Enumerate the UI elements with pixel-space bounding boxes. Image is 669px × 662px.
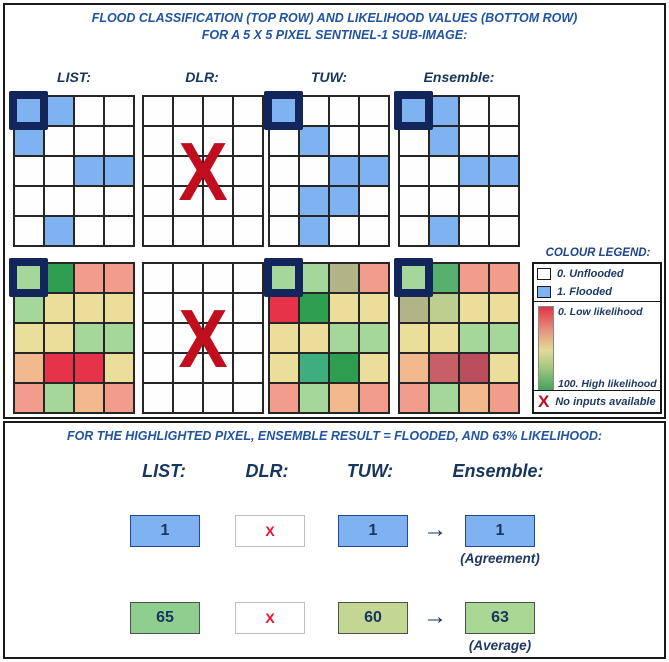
figure-title-line2: FOR A 5 X 5 PIXEL SENTINEL-1 SUB-IMAGE: bbox=[201, 28, 468, 42]
grid-cell bbox=[45, 97, 73, 125]
likelihood-gradient-bar bbox=[538, 306, 554, 391]
grid-cell bbox=[330, 264, 358, 292]
grid-cell bbox=[430, 384, 458, 412]
grid-dlr-classification bbox=[142, 95, 264, 247]
grid-cell bbox=[490, 384, 518, 412]
grid-cell bbox=[45, 324, 73, 352]
low-likelihood-label: 0. Low likelihood bbox=[558, 306, 643, 318]
grid-cell bbox=[430, 264, 458, 292]
highlighted-pixel-frame bbox=[394, 91, 433, 130]
grid-cell bbox=[430, 217, 458, 245]
grid-cell bbox=[330, 384, 358, 412]
grid-cell bbox=[75, 217, 103, 245]
top-panel bbox=[3, 3, 666, 419]
result-label-dlr: DLR: bbox=[245, 461, 289, 481]
grid-cell bbox=[460, 217, 488, 245]
no-inputs-x-icon: X bbox=[538, 392, 550, 411]
no-inputs-label: No inputs available bbox=[555, 395, 656, 408]
grid-cell bbox=[330, 354, 358, 382]
list-likelihood-value: 65 bbox=[130, 602, 200, 634]
list-classification-value: 1 bbox=[130, 515, 200, 547]
grid-cell bbox=[490, 324, 518, 352]
grid-cell bbox=[430, 157, 458, 185]
grid-cell bbox=[270, 127, 298, 155]
grid-cell bbox=[300, 324, 328, 352]
grid-cell bbox=[430, 187, 458, 215]
grid-cell bbox=[360, 187, 388, 215]
grid-cell bbox=[400, 294, 428, 322]
grid-cell bbox=[330, 217, 358, 245]
grid-cell bbox=[105, 157, 133, 185]
grid-cell bbox=[460, 127, 488, 155]
grid-cell bbox=[15, 324, 43, 352]
grid-cell bbox=[330, 127, 358, 155]
grid-cell bbox=[360, 217, 388, 245]
flooded-swatch bbox=[537, 286, 551, 298]
grid-cell bbox=[400, 217, 428, 245]
grid-cell bbox=[460, 324, 488, 352]
grid-cell bbox=[460, 294, 488, 322]
dlr-classification-value: X bbox=[235, 515, 305, 547]
grid-cell bbox=[75, 97, 103, 125]
grid-cell bbox=[400, 324, 428, 352]
highlighted-pixel-frame bbox=[9, 91, 48, 130]
grid-cell bbox=[105, 294, 133, 322]
grid-cell bbox=[270, 324, 298, 352]
grid-cell bbox=[45, 217, 73, 245]
grid-cell bbox=[270, 384, 298, 412]
grid-cell bbox=[460, 354, 488, 382]
grid-cell bbox=[330, 294, 358, 322]
arrow-icon: → bbox=[423, 603, 447, 630]
grid-cell bbox=[360, 97, 388, 125]
grid-cell bbox=[430, 127, 458, 155]
no-data-x-icon: X bbox=[178, 124, 228, 218]
grid-cell bbox=[300, 354, 328, 382]
grid-cell bbox=[45, 127, 73, 155]
grid-cell bbox=[15, 127, 43, 155]
grid-cell bbox=[400, 127, 428, 155]
grid-cell bbox=[490, 187, 518, 215]
grid-cell bbox=[360, 264, 388, 292]
grid-cell bbox=[15, 384, 43, 412]
grid-cell bbox=[270, 217, 298, 245]
grid-tuw-likelihood bbox=[268, 262, 390, 414]
grid-cell bbox=[15, 187, 43, 215]
grid-cell bbox=[460, 157, 488, 185]
grid-cell bbox=[360, 384, 388, 412]
grid-tuw-classification bbox=[268, 95, 390, 247]
grid-cell bbox=[330, 324, 358, 352]
grid-cell bbox=[400, 157, 428, 185]
grid-cell bbox=[270, 294, 298, 322]
grid-cell bbox=[330, 187, 358, 215]
grid-cell bbox=[105, 324, 133, 352]
grid-cell bbox=[330, 97, 358, 125]
grid-cell bbox=[45, 294, 73, 322]
grid-cell bbox=[270, 187, 298, 215]
ensemble-classification-value: 1 bbox=[465, 515, 535, 547]
grid-cell bbox=[105, 187, 133, 215]
grid-cell bbox=[400, 384, 428, 412]
grid-cell bbox=[300, 127, 328, 155]
grid-cell bbox=[430, 354, 458, 382]
grid-cell bbox=[460, 187, 488, 215]
grid-cell bbox=[15, 354, 43, 382]
arrow-icon: → bbox=[423, 516, 447, 543]
legend-title: COLOUR LEGEND: bbox=[545, 247, 651, 259]
average-note: (Average) bbox=[468, 638, 532, 653]
grid-cell bbox=[15, 157, 43, 185]
tuw-classification-value: 1 bbox=[338, 515, 408, 547]
grid-cell bbox=[460, 264, 488, 292]
high-likelihood-label: 100. High likelihood bbox=[558, 378, 657, 390]
ensemble-likelihood-value: 63 bbox=[465, 602, 535, 634]
grid-cell bbox=[75, 187, 103, 215]
grid-cell bbox=[45, 384, 73, 412]
bottom-header: FOR THE HIGHLIGHTED PIXEL, ENSEMBLE RESULT = FLOODED, AND 63% LIKELIHOOD: bbox=[66, 429, 603, 443]
column-label-dlr: DLR: bbox=[185, 69, 219, 85]
grid-cell bbox=[490, 217, 518, 245]
grid-cell bbox=[75, 264, 103, 292]
tuw-likelihood-value: 60 bbox=[338, 602, 408, 634]
result-label-list: LIST: bbox=[142, 461, 186, 481]
grid-cell bbox=[45, 264, 73, 292]
grid-cell bbox=[270, 157, 298, 185]
result-label-tuw: TUW: bbox=[346, 461, 394, 481]
highlighted-pixel-frame bbox=[394, 258, 433, 297]
grid-cell bbox=[300, 157, 328, 185]
grid-cell bbox=[75, 127, 103, 155]
grid-cell bbox=[490, 264, 518, 292]
grid-cell bbox=[75, 384, 103, 412]
agreement-note: (Agreement) bbox=[460, 551, 540, 566]
grid-cell bbox=[360, 324, 388, 352]
highlighted-pixel-frame bbox=[264, 258, 303, 297]
grid-cell bbox=[105, 354, 133, 382]
grid-list-likelihood bbox=[13, 262, 135, 414]
grid-cell bbox=[75, 157, 103, 185]
grid-cell bbox=[300, 264, 328, 292]
legend-classification-section bbox=[534, 266, 660, 300]
grid-cell bbox=[360, 127, 388, 155]
grid-cell bbox=[460, 384, 488, 412]
grid-cell bbox=[15, 217, 43, 245]
grid-ensemble-likelihood bbox=[398, 262, 520, 414]
grid-cell bbox=[75, 294, 103, 322]
legend-no-inputs-section bbox=[534, 390, 660, 412]
result-label-ensemble: Ensemble: bbox=[452, 461, 544, 481]
grid-cell bbox=[15, 294, 43, 322]
bottom-panel bbox=[3, 421, 666, 659]
figure-title-line1: FLOOD CLASSIFICATION (TOP ROW) AND LIKELIHOOD VALUES (BOTTOM ROW) bbox=[91, 11, 578, 25]
grid-cell bbox=[490, 97, 518, 125]
grid-cell bbox=[490, 354, 518, 382]
grid-cell bbox=[75, 324, 103, 352]
grid-cell bbox=[300, 294, 328, 322]
colour-legend bbox=[532, 262, 662, 414]
grid-cell bbox=[400, 354, 428, 382]
legend-item-flooded bbox=[537, 284, 660, 300]
grid-cell bbox=[430, 324, 458, 352]
grid-cell bbox=[360, 157, 388, 185]
dlr-likelihood-value: X bbox=[235, 602, 305, 634]
grid-cell bbox=[105, 264, 133, 292]
highlighted-pixel-frame bbox=[264, 91, 303, 130]
grid-cell bbox=[45, 354, 73, 382]
grid-cell bbox=[300, 217, 328, 245]
grid-cell bbox=[45, 157, 73, 185]
grid-cell bbox=[490, 294, 518, 322]
grid-cell bbox=[105, 384, 133, 412]
grid-ensemble-classification bbox=[398, 95, 520, 247]
grid-cell bbox=[430, 97, 458, 125]
grid-cell bbox=[75, 354, 103, 382]
grid-cell bbox=[360, 294, 388, 322]
grid-cell bbox=[490, 127, 518, 155]
grid-cell bbox=[400, 187, 428, 215]
grid-cell bbox=[300, 187, 328, 215]
grid-cell bbox=[360, 354, 388, 382]
grid-cell bbox=[45, 187, 73, 215]
grid-cell bbox=[105, 217, 133, 245]
column-label-tuw: TUW: bbox=[310, 69, 348, 85]
no-data-x-icon: X bbox=[178, 291, 228, 385]
highlighted-pixel-frame bbox=[9, 258, 48, 297]
flooded-label: 1. Flooded bbox=[557, 286, 612, 298]
grid-cell bbox=[330, 157, 358, 185]
grid-cell bbox=[105, 97, 133, 125]
unflooded-label: 0. Unflooded bbox=[557, 268, 624, 280]
grid-cell bbox=[490, 157, 518, 185]
unflooded-swatch bbox=[537, 268, 551, 280]
grid-dlr-likelihood bbox=[142, 262, 264, 414]
legend-likelihood-section bbox=[534, 301, 660, 393]
column-label-list: LIST: bbox=[57, 69, 91, 85]
grid-cell bbox=[300, 97, 328, 125]
grid-cell bbox=[270, 354, 298, 382]
grid-cell bbox=[430, 294, 458, 322]
grid-list-classification bbox=[13, 95, 135, 247]
grid-cell bbox=[300, 384, 328, 412]
legend-item-unflooded bbox=[537, 266, 660, 282]
grid-cell bbox=[460, 97, 488, 125]
column-label-ensemble: Ensemble: bbox=[423, 69, 495, 85]
grid-cell bbox=[105, 127, 133, 155]
